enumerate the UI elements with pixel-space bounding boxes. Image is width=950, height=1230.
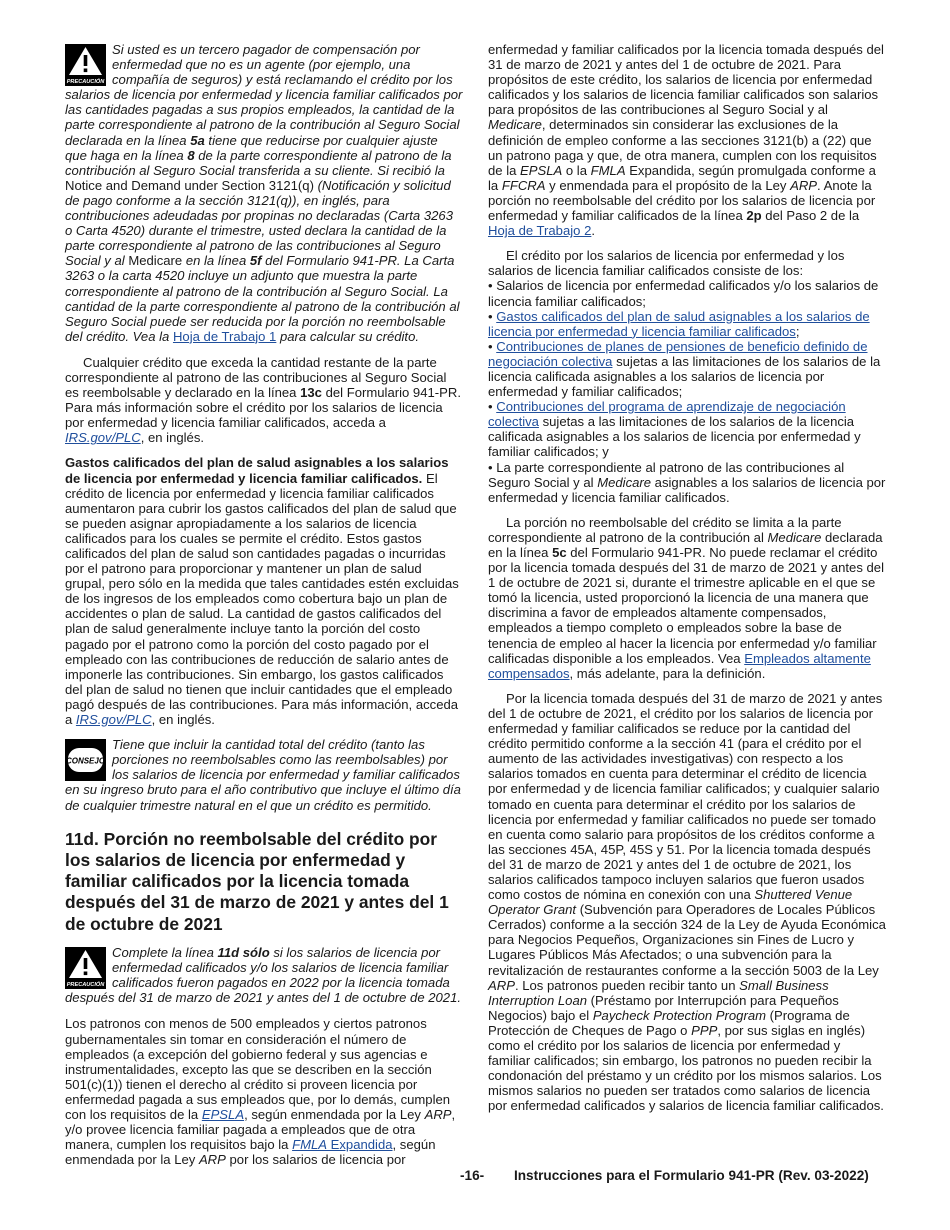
page-footer bbox=[460, 1168, 869, 1183]
svg-text:CONSEJO: CONSEJO bbox=[65, 756, 106, 766]
footer-title: Instrucciones para el Formulario 941-PR (Rev. 03-2022) bbox=[513, 1168, 869, 1183]
link-health-plan-expenses[interactable]: Gastos calificados del plan de salud asignables a los salarios de licencia por enfermedad y licencia familiar calificados bbox=[488, 308, 870, 339]
link-fmla-expandida[interactable]: FMLA Expandida bbox=[292, 1137, 393, 1153]
list-item: • Contribuciones del programa de aprendizaje de negociación colectiva sujetas a las limitaciones de los salarios de la licencia calificada asignables a los salarios de licencia por enfermedad y familiar calificados; y bbox=[488, 399, 886, 459]
list-item: • Salarios de licencia por enfermedad calificados y/o los salarios de licencia familiar calificados; bbox=[488, 278, 886, 308]
paragraph-health-plan-expenses: Gastos calificados del plan de salud asignables a los salarios de licencia por enfermedad y licencia familiar calificados. El crédito de licencia por enfermedad y licencia familiar calificados aumentaron para cubrir los gastos calificados del plan de salud que se pueden asignar apropiadamente a los salarios de licencia calificados para los cuales se permite el crédito. Estos gastos calificados del plan de salud son cantidades pagadas o incurridas por el patrono para proporcionar y mantener un plan de salud grupal, pero sólo en la medida que tales cantidades estén excluidas de los ingresos de los empleados como cobertura bajo un plan de accidentes o plan de salud. La cantidad de gastos calificados del plan de salud generalmente incluye tanto la porción del costo pagado por el patrono como la porción del costo pagado por el empleado con las contribuciones de reducción de salario antes de imponerle las contribuciones. Sin embargo, los gastos calificados del plan de salud no tienen que incluir cantidades que el empleado pagó después de las contribuciones. Para más información, acceda a IRS.gov/PLC, en inglés. bbox=[65, 455, 459, 728]
left-column bbox=[65, 42, 463, 1177]
link-hoja-trabajo-2[interactable]: Hoja de Trabajo 2 bbox=[488, 223, 592, 239]
link-pension-contributions[interactable]: Contribuciones de planes de pensiones de beneficio definido de negociación colectiva bbox=[488, 338, 868, 369]
link-epsla[interactable]: EPSLA bbox=[201, 1107, 245, 1123]
tip-icon bbox=[65, 739, 106, 781]
link-irs-plc-2[interactable]: IRS.gov/PLC bbox=[75, 712, 152, 728]
caution-icon bbox=[65, 44, 106, 86]
paragraph-nonrefundable-limit: La porción no reembolsable del crédito se limita a la parte correspondiente al patrono de la contribución al Medicare declarada en la línea 5c del Formulario 941-PR. No puede reclamar el crédito por la licencia tomada después del 31 de marzo de 2021 y antes del 1 de octubre de 2021 si, durante el trimestre aplicable en el que se tomó la licencia, usted proporcionó la licencia de una manera que discrimina a favor de empleados altamente compensados, empleados a tiempo completo o empleados sobre la base de tenencia de empleo al hacer la licencia por enfermedad y/o familiar calificadas disponible a los empleados. Vea Empleados altamente compensados, más adelante, para la definición. bbox=[488, 514, 884, 681]
paragraph-refundable-credit: Cualquier crédito que exceda la cantidad restante de la parte correspondiente al patrono de las contribuciones al Seguro Social es reembolsable y declarado en la línea 13c del Formulario 941-PR. Para más información sobre el crédito por los salarios de licencia por enfermedad y licencia familiar calificados, acceda a IRS.gov/PLC, en inglés. bbox=[65, 354, 461, 446]
list-item: • Contribuciones de planes de pensiones de beneficio definido de negociación colectiva sujetas a las limitaciones de los salarios de la licencia calificada asignables a los salarios de licencia por enfermedad y familiar calificados; bbox=[488, 339, 886, 399]
paragraph-credit-reduction: Por la licencia tomada después del 31 de marzo de 2021 y antes del 1 de octubre de 2021, el crédito por los salarios de licencia por enfermedad y familiar calificados se reduce por la cantidad del crédito permitido conforme a la sección 41 (para el crédito por el aumento de las actividades investigativas) con respecto a los salarios tomados en cuenta para determinar el crédito de licencia por enfermedad y de licencia familiar calificados; y cualquier salario tomado en cuenta para determinar el crédito por los salarios de licencia por enfermedad y familiar calificados no puede ser tomado en cuenta como salario para propósitos de los créditos conforme a las secciones 45A, 45P, 45S y 51. Por la licencia tomada después del 31 de marzo de 2021 y antes del 1 de octubre de 2021, los salarios calificados tampoco incluyen salarios que fueron usados como costos de nómina en conexión con una Shuttered Venue Operator Grant (Subvención para Operadores de Locales Públicos Cerrados) conforme a la sección 324 de la Ley de Ayuda Económica para Negocios Pequeños, Organizaciones sin Fines de Lucro y Lugares Públicos Más Afectados; o una subvención para la revitalización de restaurantes conforme a la sección 5003 de la Ley ARP. Los patronos pueden recibir tanto un Small Business Interruption Loan (Préstamo por Interrupción para Pequeños Negocios) bajo el Paycheck Protection Program (Programa de Protección de Cheques de Pago o PPP, por sus siglas en inglés) como el crédito por los salarios de licencia por enfermedad y familiar calificados; sin embargo, los patronos no pueden recibir la condonación del préstamo y un crédito por los mismos salarios. Los mismos salarios no pueden ser tratados como salarios de licencia por enfermedad calificados y salarios de licencia familiar calificados. bbox=[488, 690, 886, 1114]
svg-text:PRECAUCIÓN: PRECAUCIÓN bbox=[66, 79, 105, 85]
caution-note-third-party: PRECAUCIÓN Si usted es un tercero pagador de compensación por enfermedad que no es un agente (por ejemplo, una compañía de seguros) y está reclamando el crédito por los salarios de licencia por enfermedad y licencia familiar calificados por las cantidades pagadas a sus propios empleados, la cantidad de la parte correspondiente al patrono de la contribución al Seguro Social declarada en la línea 5a tiene que reducirse por cualquier ajuste que haga en la línea 8 de la parte correspondiente al patrono de la contribución al Seguro Social transferida a su cliente. Si recibió la Notice and Demand under Section 3121(q) (Notificación y solicitud de pago conforme a la sección 3121(q)), en inglés, para contribuciones adeudadas por propinas no declaradas (Carta 3263 o Carta 4520) durante el trimestre, usted declara la cantidad de la parte correspondiente al patrono de las contribuciones al Seguro Social y al Medicare en la línea 5f del Formulario 941-PR. La Carta 3263 o la carta 4520 incluye un adjunto que muestra la parte correspondiente al patrono de la contribución al Seguro Social. La cantidad de la parte correspondiente al patrono de la contribución al Seguro Social puede ser reducida por la porción no reembolsable del crédito. Vea la Hoja de Trabajo 1 para calcular su crédito. bbox=[65, 42, 463, 344]
section-heading-11d: 11d. Porción no reembolsable del crédito por los salarios de licencia por enfermedad y familiar calificados por la licencia tomada después del 31 de marzo de 2021 y antes del 1 de octubre de 2021 bbox=[65, 828, 449, 934]
page-number: -16- bbox=[460, 1168, 485, 1183]
link-apprenticeship-contributions[interactable]: Contribuciones del programa de aprendizaje de negociación colectiva bbox=[488, 399, 846, 430]
link-hoja-trabajo-1[interactable]: Hoja de Trabajo 1 bbox=[172, 328, 277, 344]
paragraph-eligible-employers: Los patronos con menos de 500 empleados y ciertos patronos gubernamentales sin tomar en consideración el número de empleados (a excepción del gobierno federal y sus agencias e instrumentalidades, excepto las que se describen en la sección 501(c)(1)) tienen el derecho al crédito si proveen licencia por enfermedad pagada a sus empleados que, por lo demás, cumplen con los requisitos de la EPSLA, según enmendada por la Ley ARP, y/o provee licencia familiar pagada a empleados que de otra manera, cumplen los requisitos bajo la FMLA Expandida, según enmendada por la Ley ARP por los salarios de licencia por bbox=[65, 1016, 456, 1168]
paragraph-credit-consists: El crédito por los salarios de licencia por enfermedad y los salarios de licencia familiar calificados consiste de los: bbox=[488, 248, 845, 279]
caution-note-11d: PRECAUCIÓN Complete la línea 11d sólo si los salarios de licencia por enfermedad calificados y/o los salarios de licencia familiar calificados fueron pagados en 2022 por la licencia tomada después del 31 de marzo de 2021 y antes del 1 de octubre de 2021. bbox=[65, 945, 462, 1006]
right-column bbox=[488, 42, 886, 1123]
tip-note: CONSEJO Tiene que incluir la cantidad total del crédito (tanto las porciones no reembolsables como las reembolsables) por los salarios de licencia por enfermedad y familiar calificados en su ingreso bruto para el año contributivo que incluye el último día de cualquier trimestre natural en el que un crédito es permitido. bbox=[65, 737, 461, 813]
credit-components-list bbox=[488, 278, 886, 504]
link-empleados-altamente-compensados[interactable]: Empleados altamente compensados bbox=[488, 650, 871, 681]
svg-text:PRECAUCIÓN: PRECAUCIÓN bbox=[66, 982, 105, 989]
caution-icon bbox=[65, 947, 106, 989]
link-irs-plc[interactable]: IRS.gov/PLC bbox=[65, 430, 141, 446]
list-item: • La parte correspondiente al patrono de las contribuciones al Seguro Social y al Medicare asignables a los salarios de licencia por enfermedad y licencia familiar calificados. bbox=[488, 460, 886, 505]
list-item: • Gastos calificados del plan de salud asignables a los salarios de licencia por enfermedad y licencia familiar calificados; bbox=[488, 309, 886, 339]
paragraph-credit-purposes: enfermedad y familiar calificados por la licencia tomada después del 31 de marzo de 2021 y antes del 1 de octubre de 2021. Para propósitos de este crédito, los salarios de licencia por enfermedad calificados y los salarios de licencia familiar calificados son salarios para propósitos de las contribuciones al Seguro Social y al Medicare, determinados sin considerar las exclusiones de la definición de empleo conforme a las secciones 3121(b) a (22) que un patrono paga y que, de otra manera, cumplen con los requisitos de la EPSLA o la FMLA Expandida, según promulgada conforme a la FFCRA y enmendada para el propósito de la Ley ARP. Anote la porción no reembolsable del crédito por los salarios de licencia por enfermedad y familiar calificados de la línea 2p del Paso 2 de la Hoja de Trabajo 2. bbox=[488, 42, 884, 239]
